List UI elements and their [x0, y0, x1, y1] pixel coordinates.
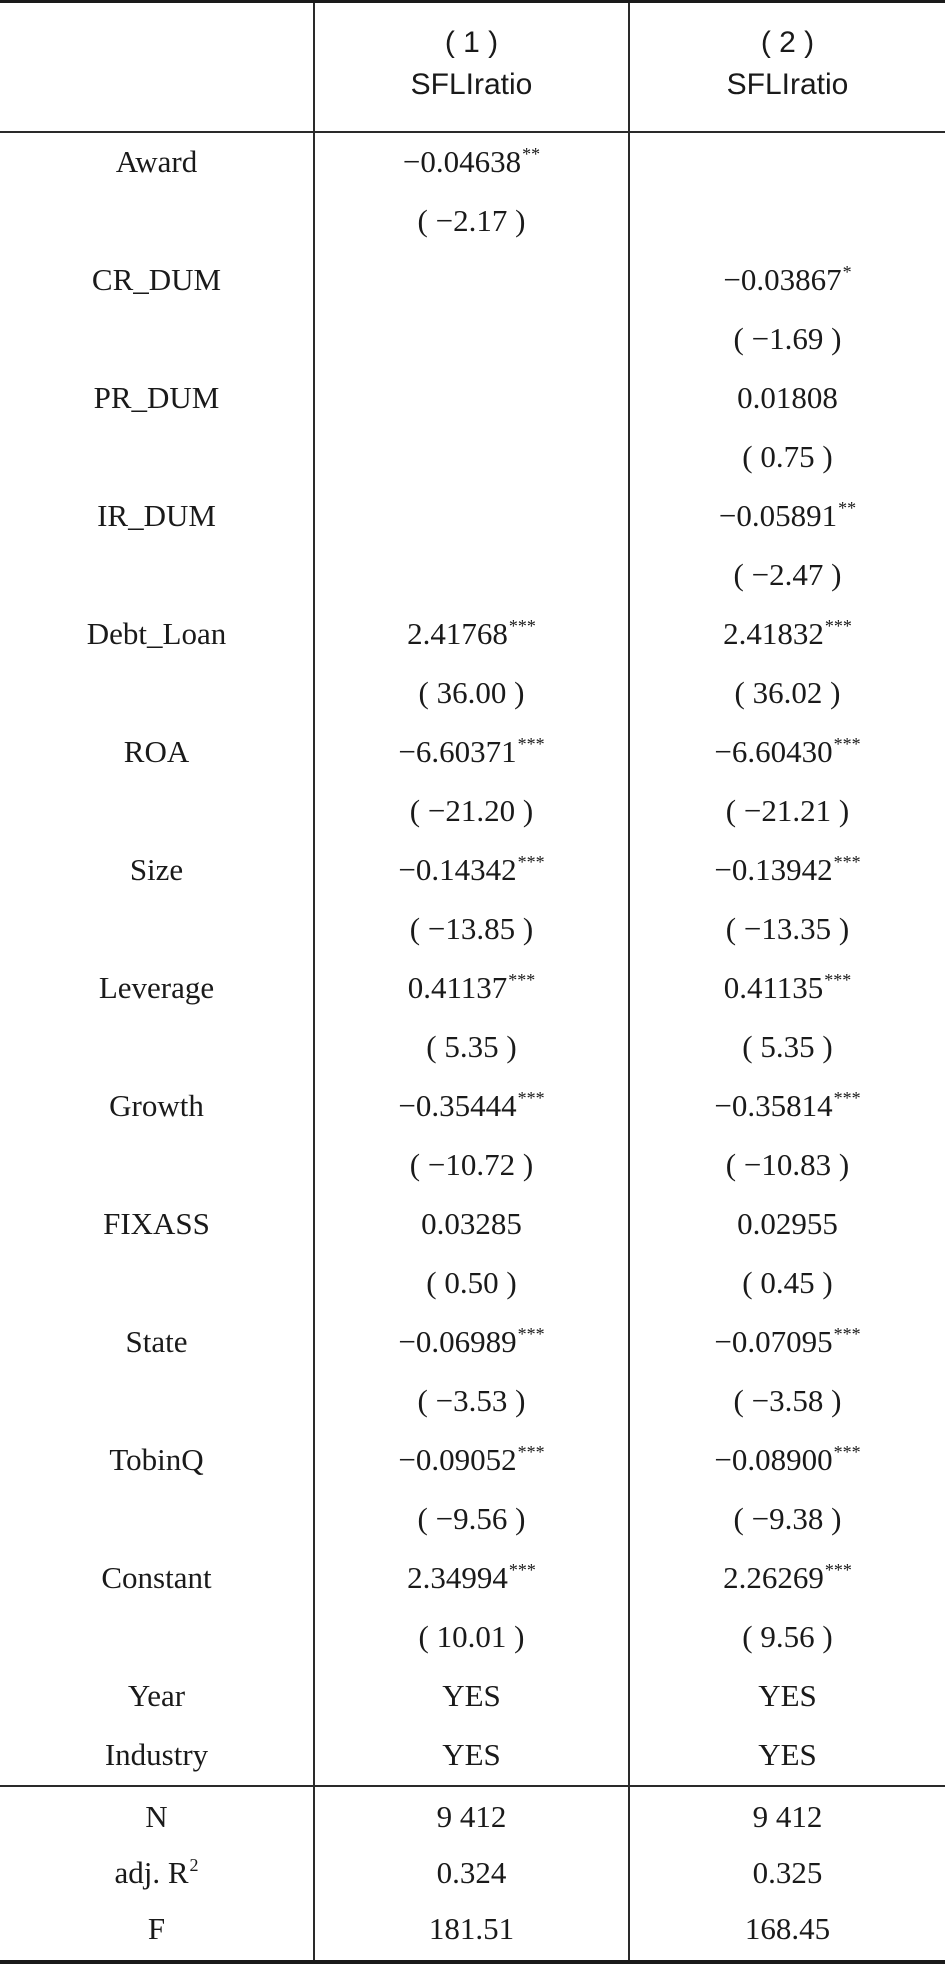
- t-statistic: [630, 1499, 945, 1539]
- coefficient: [315, 968, 628, 1012]
- variable-label: [0, 1322, 313, 1362]
- column-number: ( 1 ): [444, 26, 499, 59]
- t-statistic: [315, 791, 628, 831]
- statistic-label-text: adj. R: [114, 1855, 189, 1890]
- statistic-value: [315, 1797, 628, 1837]
- statistic-value: [315, 1909, 628, 1949]
- coefficient-text: 2.41768: [407, 616, 508, 651]
- coefficient: [315, 732, 628, 776]
- statistic-label-text: N: [145, 1799, 168, 1834]
- coefficient-text: −0.04638: [402, 144, 522, 179]
- statistic-value: [630, 1853, 945, 1893]
- t-statistic: [315, 909, 628, 949]
- coefficient: [315, 1086, 628, 1130]
- statistic-value: [315, 1853, 628, 1893]
- t-statistic-text: ( −3.58 ): [733, 1383, 842, 1418]
- control-value: [315, 1735, 628, 1775]
- variable-label: [0, 1558, 313, 1598]
- t-statistic: [315, 1499, 628, 1539]
- coefficient: [630, 1086, 945, 1130]
- t-statistic-text: ( −9.56 ): [417, 1501, 526, 1536]
- control-value-text: YES: [442, 1737, 501, 1772]
- control-value: [630, 1735, 945, 1775]
- statistic-value-text: 9 412: [752, 1799, 823, 1834]
- variable-label: [0, 496, 313, 536]
- significance-stars: ***: [517, 852, 545, 872]
- significance-stars: ***: [508, 616, 536, 636]
- significance-stars: ***: [517, 1088, 545, 1108]
- column-dependent-variable: SFLIratio: [410, 68, 533, 101]
- coefficient-text: 0.41137: [407, 970, 508, 1005]
- control-value-text: YES: [758, 1678, 817, 1713]
- t-statistic: [315, 1145, 628, 1185]
- variable-label-text: Award: [115, 144, 198, 179]
- significance-stars: ***: [833, 1324, 861, 1344]
- significance-stars: ***: [517, 734, 545, 754]
- statistic-value: [630, 1909, 945, 1949]
- t-statistic-text: ( 0.45 ): [742, 1265, 833, 1300]
- significance-stars: ***: [833, 1088, 861, 1108]
- t-statistic: [315, 1381, 628, 1421]
- variable-label: [0, 614, 313, 654]
- variable-label-text: FIXASS: [103, 1206, 210, 1241]
- coefficient: [315, 1558, 628, 1602]
- control-label: [0, 1676, 313, 1716]
- t-statistic-text: ( −2.47 ): [733, 557, 842, 592]
- coefficient: [630, 968, 945, 1012]
- variable-label: [0, 1440, 313, 1480]
- t-statistic-text: ( −10.83 ): [725, 1147, 850, 1182]
- coefficient: [630, 378, 945, 418]
- t-statistic: [315, 201, 628, 241]
- significance-stars: ***: [833, 1442, 861, 1462]
- t-statistic-text: ( 5.35 ): [426, 1029, 517, 1064]
- coefficient-text: −0.06989: [398, 1324, 517, 1359]
- coefficient: [630, 1204, 945, 1244]
- variable-label: [0, 378, 313, 418]
- column-dependent-variable: SFLIratio: [726, 68, 849, 101]
- statistic-value-text: 181.51: [428, 1911, 515, 1946]
- coefficient-text: −0.08900: [714, 1442, 833, 1477]
- coefficient: [630, 1558, 945, 1602]
- variable-label-text: Growth: [109, 1088, 204, 1123]
- column-number: ( 2 ): [760, 26, 815, 59]
- coefficient-text: −0.09052: [398, 1442, 517, 1477]
- t-statistic: [630, 555, 945, 595]
- control-value: [630, 1676, 945, 1716]
- coefficient: [315, 1322, 628, 1366]
- coefficient-text: −0.03867: [723, 262, 842, 297]
- statistic-label: [0, 1797, 313, 1837]
- coefficient-text: 2.41832: [723, 616, 824, 651]
- statistic-value-text: 9 412: [436, 1799, 507, 1834]
- control-value-text: YES: [758, 1737, 817, 1772]
- statistic-label: [0, 1909, 313, 1949]
- control-label-text: Industry: [104, 1737, 209, 1772]
- significance-stars: ***: [517, 1324, 545, 1344]
- t-statistic: [630, 1617, 945, 1657]
- t-statistic: [630, 1263, 945, 1303]
- table-top-rule: [0, 0, 945, 3]
- t-statistic: [630, 1145, 945, 1185]
- variable-label-text: IR_DUM: [97, 498, 216, 533]
- significance-stars: **: [838, 498, 857, 518]
- variable-label-text: Constant: [101, 1560, 212, 1595]
- t-statistic: [630, 791, 945, 831]
- significance-stars: ***: [517, 1442, 545, 1462]
- significance-stars: ***: [824, 1560, 852, 1580]
- t-statistic: [630, 319, 945, 359]
- t-statistic-text: ( −13.35 ): [725, 911, 850, 946]
- coefficient-text: 0.41135: [723, 970, 824, 1005]
- control-value: [315, 1676, 628, 1716]
- significance-stars: ***: [508, 970, 536, 990]
- variable-label: [0, 260, 313, 300]
- stats-rule: [0, 1785, 945, 1787]
- t-statistic: [630, 437, 945, 477]
- variable-label: [0, 142, 313, 182]
- t-statistic: [630, 909, 945, 949]
- t-statistic-text: ( 5.35 ): [742, 1029, 833, 1064]
- variable-label-text: Size: [129, 852, 184, 887]
- coefficient-text: −0.35444: [398, 1088, 517, 1123]
- t-statistic: [630, 1381, 945, 1421]
- variable-label-text: CR_DUM: [91, 262, 222, 297]
- header-rule: [0, 131, 945, 133]
- t-statistic-text: ( −21.21 ): [725, 793, 850, 828]
- coefficient-text: −0.05891: [718, 498, 838, 533]
- t-statistic: [630, 1027, 945, 1067]
- t-statistic-text: ( −1.69 ): [733, 321, 842, 356]
- coefficient: [630, 1322, 945, 1366]
- statistic-label-text: F: [147, 1911, 166, 1946]
- variable-label: [0, 850, 313, 890]
- control-label: [0, 1735, 313, 1775]
- coefficient-text: −6.60371: [398, 734, 517, 769]
- t-statistic-text: ( −2.17 ): [417, 203, 526, 238]
- t-statistic-text: ( −3.53 ): [417, 1383, 526, 1418]
- coefficient: [315, 1440, 628, 1484]
- statistic-value: [630, 1797, 945, 1837]
- coefficient-text: 0.01808: [737, 380, 838, 415]
- variable-label-text: State: [125, 1324, 188, 1359]
- variable-label-text: ROA: [123, 734, 190, 769]
- variable-label-text: Debt_Loan: [86, 616, 227, 651]
- coefficient-text: 0.02955: [737, 1206, 838, 1241]
- t-statistic: [630, 673, 945, 713]
- coefficient: [630, 850, 945, 894]
- coefficient: [315, 1204, 628, 1244]
- significance-stars: ***: [833, 852, 861, 872]
- t-statistic: [315, 1617, 628, 1657]
- control-label-text: Year: [127, 1678, 186, 1713]
- t-statistic-text: ( 0.75 ): [742, 439, 833, 474]
- significance-stars: ***: [824, 970, 852, 990]
- t-statistic-text: ( −13.85 ): [409, 911, 534, 946]
- variable-label-text: Leverage: [98, 970, 215, 1005]
- t-statistic-text: ( 10.01 ): [418, 1619, 525, 1654]
- coefficient: [630, 614, 945, 658]
- variable-label-text: PR_DUM: [93, 380, 220, 415]
- coefficient-text: −0.07095: [714, 1324, 833, 1359]
- coefficient-text: −0.35814: [714, 1088, 833, 1123]
- statistic-value-text: 168.45: [744, 1911, 831, 1946]
- coefficient-text: 0.03285: [421, 1206, 522, 1241]
- t-statistic-text: ( 36.00 ): [418, 675, 525, 710]
- significance-stars: 2: [189, 1855, 199, 1875]
- coefficient: [315, 142, 628, 186]
- coefficient-text: −6.60430: [714, 734, 833, 769]
- coefficient: [315, 850, 628, 894]
- variable-label: [0, 732, 313, 772]
- variable-label-text: TobinQ: [109, 1442, 204, 1477]
- column-header-1: [315, 22, 628, 106]
- column-header-2: [630, 22, 945, 106]
- coefficient: [630, 260, 945, 304]
- t-statistic: [315, 1027, 628, 1067]
- variable-label: [0, 1204, 313, 1244]
- coefficient-text: 2.26269: [723, 1560, 824, 1595]
- t-statistic-text: ( −10.72 ): [409, 1147, 534, 1182]
- coefficient-text: 2.34994: [407, 1560, 508, 1595]
- statistic-value-text: 0.325: [752, 1855, 823, 1890]
- significance-stars: **: [522, 144, 541, 164]
- t-statistic: [315, 673, 628, 713]
- t-statistic-text: ( −9.38 ): [733, 1501, 842, 1536]
- variable-label: [0, 968, 313, 1008]
- coefficient: [630, 1440, 945, 1484]
- coefficient: [630, 496, 945, 540]
- variable-label: [0, 1086, 313, 1126]
- coefficient-text: −0.14342: [398, 852, 517, 887]
- t-statistic-text: ( 0.50 ): [426, 1265, 517, 1300]
- statistic-value-text: 0.324: [436, 1855, 507, 1890]
- significance-stars: ***: [824, 616, 852, 636]
- statistic-label: [0, 1853, 313, 1897]
- coefficient-text: −0.13942: [714, 852, 833, 887]
- coefficient: [630, 732, 945, 776]
- control-value-text: YES: [442, 1678, 501, 1713]
- t-statistic: [315, 1263, 628, 1303]
- coefficient: [315, 614, 628, 658]
- significance-stars: *: [842, 262, 852, 282]
- significance-stars: ***: [833, 734, 861, 754]
- t-statistic-text: ( 9.56 ): [742, 1619, 833, 1654]
- table-bottom-rule: [0, 1960, 945, 1964]
- t-statistic-text: ( −21.20 ): [409, 793, 534, 828]
- significance-stars: ***: [508, 1560, 536, 1580]
- t-statistic-text: ( 36.02 ): [734, 675, 841, 710]
